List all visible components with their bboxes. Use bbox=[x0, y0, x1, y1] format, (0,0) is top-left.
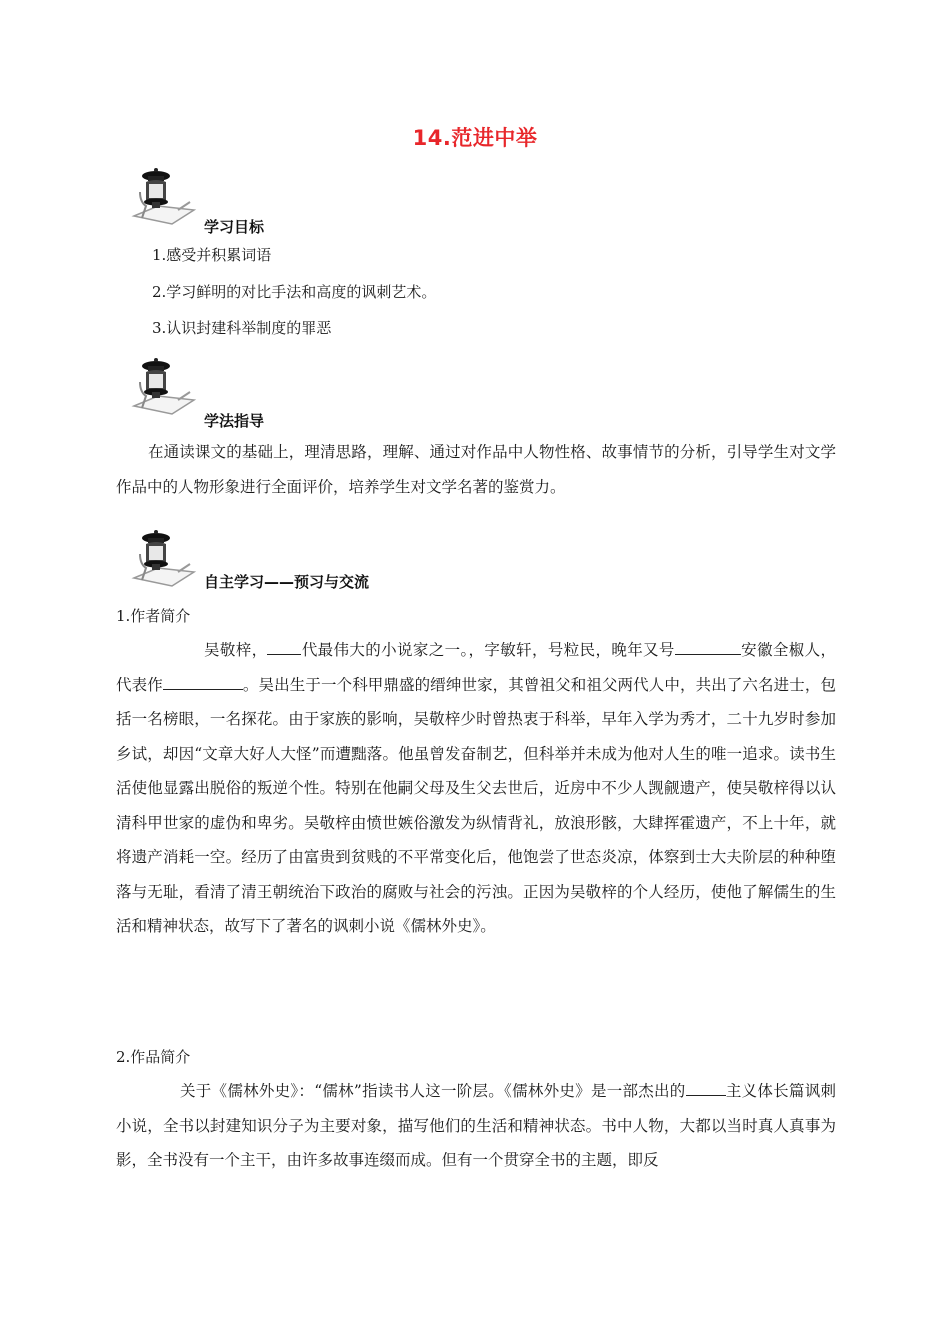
fill-blank[interactable] bbox=[267, 638, 301, 655]
author-heading: 1.作者简介 bbox=[116, 607, 191, 625]
lantern-icon bbox=[128, 356, 200, 418]
goal-item: 1.感受并积累词语 bbox=[152, 246, 272, 264]
section-heading-goals: 学习目标 bbox=[204, 218, 265, 236]
section-heading-self-study: 自主学习——预习与交流 bbox=[204, 573, 370, 591]
fill-blank[interactable] bbox=[686, 1079, 726, 1096]
work-text-part: 主义体长篇讽刺小说，全书以封建知识分子为主要对象，描写他们的生活和精神状态。书中人物，大都以当时真人真事为影，全书没有一个主干，由许多故事连缀而成。但有一个贯穿全书的主题，即反 bbox=[116, 1082, 836, 1169]
work-text-part: 关于《儒林外史》：“儒林”指读书人这一阶层。《儒林外史》是一部杰出的 bbox=[180, 1082, 686, 1100]
author-text-part: 安徽全椒人，代表作 bbox=[116, 641, 836, 694]
author-text-part: 代最伟大的小说家之一。，字敏轩，号粒民，晚年又号 bbox=[301, 641, 675, 659]
page-title: 14.范进中举 bbox=[412, 126, 538, 150]
lantern-icon bbox=[128, 528, 200, 590]
fill-blank[interactable] bbox=[675, 638, 741, 655]
lantern-icon bbox=[128, 166, 200, 228]
author-text-part: 。吴出生于一个科甲鼎盛的缙绅世家，其曾祖父和祖父两代人中，共出了六名进士，包括一名榜眼，一名探花。由于家族的影响，吴敬梓少时曾热衷于科举，早年入学为秀才，二十九岁时参加乡试，却因“文章大好人大怪”而遭黜落。他虽曾发奋制艺，但科举并未成为他对人生的唯一追求。读书生活使他显露出脱俗的叛逆个性。特别在他嗣父母及生父去世后，近房中不少人觊觎遗产，使吴敬梓得以认清科甲世家的虚伪和卑劣。吴敬梓由愤世嫉俗激发为纵情背礼，放浪形骸，大肆挥霍遗产，不上十年，就将遗产消耗一空。经历了由富贵到贫贱的不平常变化后，他饱尝了世态炎凉，体察到士大夫阶层的种种堕落与无耻，看清了清王朝统治下政治的腐败与社会的污浊。正因为吴敬梓的个人经历，使他了解儒生的生活和精神状态，故写下了著名的讽刺小说《儒林外史》。 bbox=[116, 675, 836, 935]
goal-item: 3.认识封建科举制度的罪恶 bbox=[152, 319, 332, 337]
method-text: 在通读课文的基础上，理清思路，理解、通过对作品中人物性格、故事情节的分析，引导学生对文学作品中的人物形象进行全面评价，培养学生对文学名著的鉴赏力。 bbox=[116, 443, 836, 496]
work-paragraph bbox=[116, 1074, 836, 1178]
goal-item: 2.学习鲜明的对比手法和高度的讽刺艺术。 bbox=[152, 283, 437, 301]
work-heading: 2.作品简介 bbox=[116, 1048, 191, 1066]
fill-blank[interactable] bbox=[163, 673, 243, 690]
author-paragraph bbox=[116, 633, 836, 944]
author-text-part: 吴敬梓， bbox=[204, 641, 268, 659]
method-paragraph bbox=[116, 435, 836, 504]
section-heading-method: 学法指导 bbox=[204, 412, 265, 430]
